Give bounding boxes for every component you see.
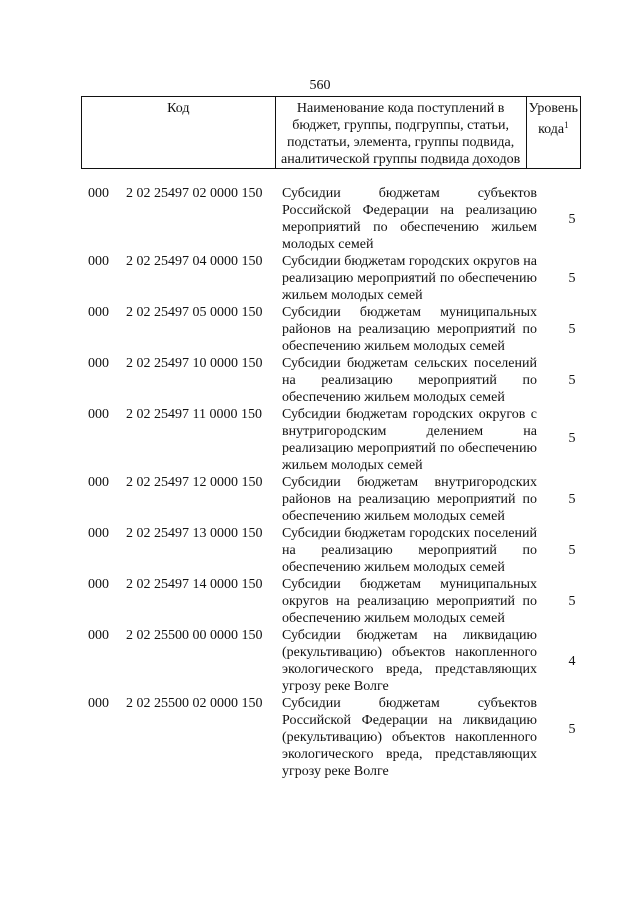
row-prefix: 000 bbox=[88, 305, 109, 320]
row-level: 5 bbox=[568, 492, 576, 507]
row-name: Субсидии бюджетам муниципальных районов на реализацию мероприятий по обеспечению жильем молодых семей bbox=[282, 305, 537, 354]
row-level: 5 bbox=[568, 543, 576, 558]
header-level-footnote: 1 bbox=[564, 120, 569, 130]
row-name: Субсидии бюджетам на ликвидацию (рекультивацию) объектов накопленного экологического вреда, представляющих угрозу реке Волге bbox=[282, 628, 537, 694]
row-code: 2 02 25497 13 0000 150 bbox=[126, 526, 263, 541]
row-name: Субсидии бюджетам городских округов на реализацию мероприятий по обеспечению жильем молодых семей bbox=[282, 254, 537, 303]
table-row bbox=[0, 474, 640, 525]
table-header bbox=[81, 96, 581, 169]
row-prefix: 000 bbox=[88, 186, 109, 201]
row-name: Субсидии бюджетам субъектов Российской Федерации на ликвидацию (рекультивацию) объектов накопленного экологического вреда, представляющих угрозу реке Волге bbox=[282, 696, 537, 779]
row-level: 4 bbox=[568, 654, 576, 669]
row-level: 5 bbox=[568, 431, 576, 446]
row-name: Субсидии бюджетам городских поселений на реализацию мероприятий по обеспечению жильем молодых семей bbox=[282, 526, 537, 575]
row-code: 2 02 25500 02 0000 150 bbox=[126, 696, 263, 711]
table-row bbox=[0, 253, 640, 304]
row-level: 5 bbox=[568, 322, 576, 337]
page-number: 560 bbox=[309, 78, 331, 93]
row-code: 2 02 25497 11 0000 150 bbox=[126, 407, 262, 422]
row-code: 2 02 25497 14 0000 150 bbox=[126, 577, 263, 592]
table-row bbox=[0, 695, 640, 780]
row-prefix: 000 bbox=[88, 356, 109, 371]
row-level: 5 bbox=[568, 722, 576, 737]
header-code: Код bbox=[82, 97, 276, 169]
row-level: 5 bbox=[568, 373, 576, 388]
row-code: 2 02 25497 02 0000 150 bbox=[126, 186, 263, 201]
row-name: Субсидии бюджетам сельских поселений на реализацию мероприятий по обеспечению жильем молодых семей bbox=[282, 356, 537, 405]
row-prefix: 000 bbox=[88, 696, 109, 711]
code-list bbox=[0, 185, 640, 780]
row-code: 2 02 25497 10 0000 150 bbox=[126, 356, 263, 371]
row-code: 2 02 25500 00 0000 150 bbox=[126, 628, 263, 643]
table-row bbox=[0, 627, 640, 695]
header-level-label: Уровень кода bbox=[528, 101, 578, 137]
row-name: Субсидии бюджетам субъектов Российской Федерации на реализацию мероприятий по обеспечению жильем молодых семей bbox=[282, 186, 537, 252]
table-row bbox=[0, 525, 640, 576]
row-level: 5 bbox=[568, 212, 576, 227]
row-code: 2 02 25497 04 0000 150 bbox=[126, 254, 263, 269]
row-name: Субсидии бюджетам городских округов с внутригородским делением на реализацию мероприятий по обеспечению жильем молодых семей bbox=[282, 407, 537, 473]
row-level: 5 bbox=[568, 271, 576, 286]
row-code: 2 02 25497 12 0000 150 bbox=[126, 475, 263, 490]
table-row bbox=[0, 185, 640, 253]
row-prefix: 000 bbox=[88, 254, 109, 269]
row-prefix: 000 bbox=[88, 628, 109, 643]
row-prefix: 000 bbox=[88, 475, 109, 490]
row-code: 2 02 25497 05 0000 150 bbox=[126, 305, 263, 320]
header-level bbox=[526, 97, 580, 169]
row-name: Субсидии бюджетам муниципальных округов на реализацию мероприятий по обеспечению жильем молодых семей bbox=[282, 577, 537, 626]
table-row bbox=[0, 576, 640, 627]
row-prefix: 000 bbox=[88, 526, 109, 541]
header-name: Наименование кода поступлений в бюджет, группы, подгруппы, статьи, подстатьи, элемента, группы подвида, аналитической группы подвида доходов bbox=[275, 97, 526, 169]
table-row bbox=[0, 406, 640, 474]
table-row bbox=[0, 355, 640, 406]
row-prefix: 000 bbox=[88, 577, 109, 592]
row-level: 5 bbox=[568, 594, 576, 609]
row-name: Субсидии бюджетам внутригородских районов на реализацию мероприятий по обеспечению жильем молодых семей bbox=[282, 475, 537, 524]
row-prefix: 000 bbox=[88, 407, 109, 422]
table-row bbox=[0, 304, 640, 355]
